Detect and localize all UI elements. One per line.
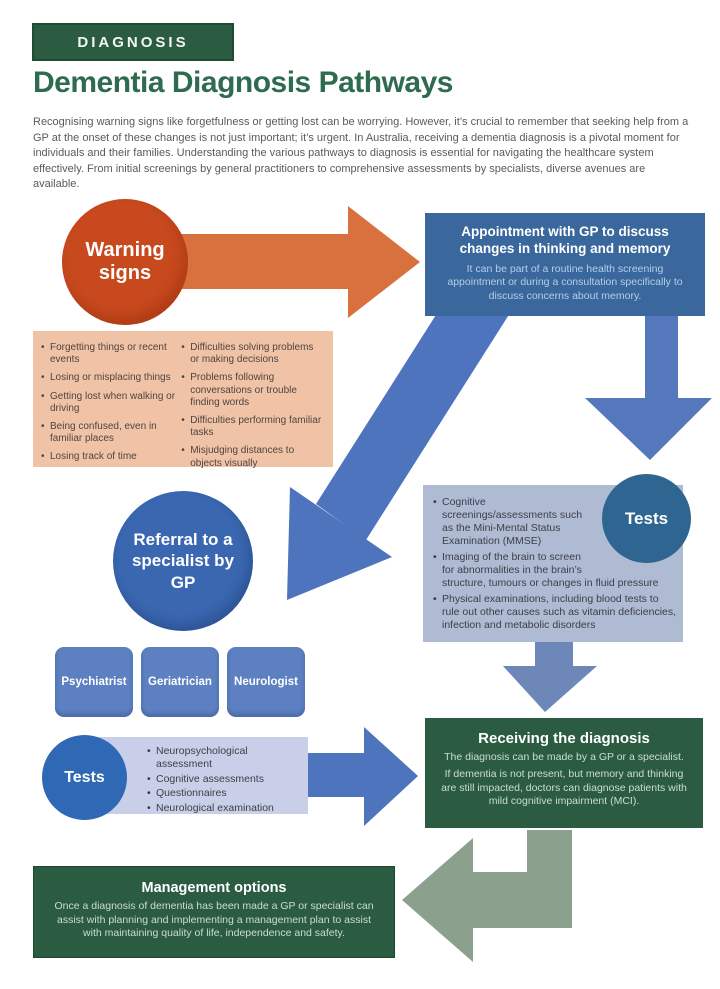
- down-arrow-to-diagnosis: [503, 642, 597, 712]
- list-item: • Neurological examination: [147, 802, 304, 815]
- referral-label: Referral to a specialist by GP: [131, 530, 235, 592]
- list-item: • Being confused, even in familiar places: [41, 421, 175, 445]
- warning-signs-list-box: [33, 331, 333, 467]
- neurologist-label: Neurologist: [234, 676, 298, 688]
- psychiatrist-label: Psychiatrist: [61, 676, 127, 688]
- gp-appointment-box: [425, 213, 705, 316]
- geriatrician-label: Geriatrician: [148, 676, 212, 688]
- list-item: • Questionnaires: [147, 787, 304, 800]
- list-item: • Losing track of time: [41, 451, 175, 463]
- list-item: • Misjudging distances to objects visually: [181, 445, 325, 469]
- receiving-diagnosis-title: Receiving the diagnosis: [478, 730, 650, 747]
- referral-circle: [113, 491, 253, 631]
- list-item: • Getting lost when walking or driving: [41, 391, 175, 415]
- right-arrow-to-diagnosis: [300, 727, 418, 826]
- list-item: • Difficulties performing familiar tasks: [181, 415, 325, 439]
- specialist-box-neurologist: [227, 647, 305, 717]
- diagnosis-badge: DIAGNOSIS: [32, 23, 234, 61]
- specialist-box-psychiatrist: [55, 647, 133, 717]
- tests-circle-specialist: [42, 735, 127, 820]
- tests-circle-gp-label: Tests: [624, 508, 669, 528]
- list-item: • Physical examinations, including blood tests to rule out other causes such as vitamin deficiencies, infection and metabolic disorders: [433, 593, 677, 632]
- gp-appointment-subtitle: It can be part of a routine health screening appointment or during a consultation specifically to discuss concerns about memory.: [447, 262, 683, 303]
- list-item: • Losing or misplacing things: [41, 372, 175, 384]
- specialist-box-geriatrician: [141, 647, 219, 717]
- warning-signs-list-right: [181, 342, 325, 467]
- list-item: • Forgetting things or recent events: [41, 342, 175, 366]
- warning-signs-list-left: [41, 342, 175, 467]
- elbow-arrow-to-management: [402, 830, 572, 962]
- warning-signs-label: Warning signs: [85, 239, 165, 284]
- tests-circle-gp: [602, 474, 691, 563]
- management-options-box: [33, 866, 395, 958]
- receiving-diagnosis-line2: If dementia is not present, but memory and thinking are still impacted, doctors can diagnose patients with mild cognitive impairment (MCI).: [441, 768, 687, 808]
- list-item: • Difficulties solving problems or making decisions: [181, 342, 325, 366]
- list-item: • Cognitive assessments: [147, 773, 304, 786]
- receiving-diagnosis-box: [425, 718, 703, 828]
- list-item: • Problems following conversations or trouble finding words: [181, 372, 325, 409]
- gp-appointment-title: Appointment with GP to discuss changes in thinking and memory: [459, 224, 671, 256]
- list-item: • Cognitive screenings/assessments such as the Mini-Mental Status Examination (MMSE): [433, 496, 677, 548]
- warning-signs-circle: [62, 199, 188, 325]
- specialist-tests-list: [147, 745, 304, 815]
- tests-circle-specialist-label: Tests: [64, 768, 105, 786]
- down-arrow-to-tests: [585, 300, 712, 460]
- list-item: • Imaging of the brain to screen for abnormalities in the brain’s structure, tumours or changes in fluid pressure: [433, 551, 677, 590]
- list-item: • Neuropsychological assessment: [147, 745, 304, 771]
- intro-paragraph: Recognising warning signs like forgetfulness or getting lost can be worrying. However, it’s crucial to remember that seeking help from a GP at the onset of these changes is not just important; it’s urgent. In Australia, receiving a dementia diagnosis is a pivotal moment for individuals and their families. Understanding the various pathways to diagnosis is essential for navigating the healthcare system effectively. From initial screenings by general practitioners to comprehensive assessments by specialists, diverse avenues are available.: [33, 116, 689, 191]
- receiving-diagnosis-line1: The diagnosis can be made by a GP or a specialist.: [444, 751, 684, 763]
- management-options-body: Once a diagnosis of dementia has been made a GP or specialist can assist with planning and implementing a management plan to assist with maintaining quality of life, independence and safety.: [54, 900, 374, 940]
- page-title: Dementia Diagnosis Pathways: [33, 66, 453, 99]
- management-options-title: Management options: [141, 880, 287, 896]
